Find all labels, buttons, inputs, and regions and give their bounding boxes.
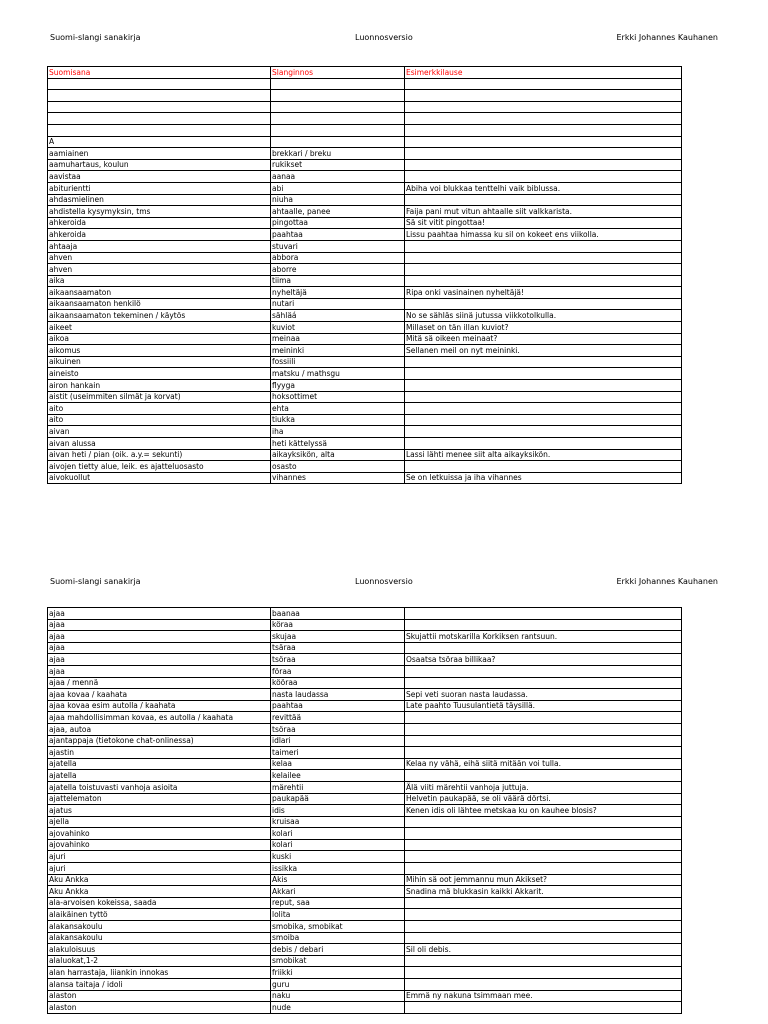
cell-slang-term: föraa [271, 665, 405, 677]
table-row [48, 472, 682, 484]
cell-finnish-word: aivan [48, 426, 271, 438]
cell-example-sentence [405, 124, 682, 136]
cell-example-sentence: Mitä sä oikeen meinaat? [405, 333, 682, 345]
table-row [48, 689, 682, 701]
cell-slang-term: naku [271, 990, 405, 1002]
cell-finnish-word: ajaa [48, 642, 271, 654]
cell-slang-term: tsöraa [271, 723, 405, 735]
cell-example-sentence [405, 665, 682, 677]
table-row [48, 677, 682, 689]
cell-slang-term: reput, saa [271, 897, 405, 909]
cell-example-sentence [405, 159, 682, 171]
cell-example-sentence [405, 264, 682, 276]
cell-slang-term: kuviot [271, 322, 405, 334]
cell-example-sentence: Skujattii motskarilla Korkiksen rantsuun. [405, 631, 682, 643]
table-row [48, 665, 682, 677]
cell-slang-term: taimeri [271, 747, 405, 759]
cell-example-sentence [405, 380, 682, 392]
cell-slang-term: matsku / mathsgu [271, 368, 405, 380]
cell-finnish-word: ahkeroida [48, 229, 271, 241]
table-row [48, 240, 682, 252]
cell-slang-term: Akkari [271, 886, 405, 898]
cell-slang-term [271, 113, 405, 125]
cell-slang-term: brekkari / breku [271, 148, 405, 160]
cell-example-sentence [405, 863, 682, 875]
header-status: Luonnosversio [355, 33, 413, 42]
cell-finnish-word: aikuinen [48, 356, 271, 368]
cell-example-sentence: Lissu paahtaa himassa ku sil on kokeet ens viikolla. [405, 229, 682, 241]
cell-example-sentence [405, 240, 682, 252]
cell-finnish-word: aineisto [48, 368, 271, 380]
cell-slang-term: meinaa [271, 333, 405, 345]
cell-slang-term: baanaa [271, 608, 405, 620]
cell-finnish-word: aikaansaamaton henkilö [48, 298, 271, 310]
cell-slang-term: niuha [271, 194, 405, 206]
cell-slang-term [271, 78, 405, 90]
dictionary-table [47, 66, 682, 484]
table-row [48, 380, 682, 392]
cell-finnish-word: ahven [48, 252, 271, 264]
table-row [48, 909, 682, 921]
cell-slang-term: paukapää [271, 793, 405, 805]
cell-example-sentence [405, 839, 682, 851]
cell-example-sentence: Sepi veti suoran nasta laudassa. [405, 689, 682, 701]
cell-slang-term: rukikset [271, 159, 405, 171]
cell-slang-term: osasto [271, 461, 405, 473]
cell-slang-term: märehtii [271, 781, 405, 793]
cell-example-sentence: Faija pani mut vitun ahtaalle siit valkkarista. [405, 206, 682, 218]
cell-slang-term: stuvari [271, 240, 405, 252]
cell-slang-term: paahtaa [271, 229, 405, 241]
table-row [48, 391, 682, 403]
cell-slang-term: meininki [271, 345, 405, 357]
cell-example-sentence [405, 461, 682, 473]
cell-slang-term: kolari [271, 839, 405, 851]
cell-example-sentence: Millaset on tän illan kuviot? [405, 322, 682, 334]
header-status: Luonnosversio [355, 577, 413, 586]
cell-finnish-word: aikomus [48, 345, 271, 357]
cell-finnish-word: alaston [48, 990, 271, 1002]
cell-slang-term: sähläá [271, 310, 405, 322]
table-row [48, 619, 682, 631]
cell-example-sentence [405, 1002, 682, 1014]
cell-example-sentence [405, 171, 682, 183]
cell-slang-term: kolari [271, 828, 405, 840]
cell-finnish-word: ajuri [48, 851, 271, 863]
cell-finnish-word: ajovahinko [48, 839, 271, 851]
table-row [48, 770, 682, 782]
cell-slang-term: guru [271, 979, 405, 991]
cell-slang-term: nutari [271, 298, 405, 310]
table-row [48, 333, 682, 345]
cell-slang-term: nyheltäjä [271, 287, 405, 299]
table-row [48, 758, 682, 770]
table-row [48, 182, 682, 194]
table-row [48, 793, 682, 805]
cell-example-sentence [405, 426, 682, 438]
cell-example-sentence: Osaatsa tsöraa billikaa? [405, 654, 682, 666]
page-header [0, 576, 768, 588]
cell-finnish-word: alansa taitaja / idoli [48, 979, 271, 991]
cell-example-sentence [405, 194, 682, 206]
cell-slang-term: idis [271, 805, 405, 817]
dictionary-table [47, 607, 682, 1014]
cell-example-sentence [405, 979, 682, 991]
table-row [48, 955, 682, 967]
table-row [48, 368, 682, 380]
cell-example-sentence [405, 677, 682, 689]
cell-slang-term: skujaa [271, 631, 405, 643]
cell-finnish-word: aito [48, 414, 271, 426]
cell-finnish-word: ajaa [48, 619, 271, 631]
cell-slang-term: kelailee [271, 770, 405, 782]
cell-finnish-word: ajaa / mennä [48, 677, 271, 689]
cell-slang-term: Akis [271, 874, 405, 886]
cell-slang-term: kruisaa [271, 816, 405, 828]
cell-finnish-word: ajaa kovaa / kaahata [48, 689, 271, 701]
header-author: Erkki Johannes Kauhanen [616, 33, 718, 42]
table-row [48, 264, 682, 276]
cell-example-sentence [405, 932, 682, 944]
cell-example-sentence [405, 955, 682, 967]
cell-finnish-word: aikaansaamaton [48, 287, 271, 299]
table-row [48, 124, 682, 136]
table-row [48, 712, 682, 724]
cell-finnish-word: ajatella [48, 770, 271, 782]
header-title: Suomi-slangi sanakirja [50, 33, 141, 42]
cell-finnish-word: ajuri [48, 863, 271, 875]
cell-slang-term [271, 124, 405, 136]
cell-example-sentence [405, 368, 682, 380]
cell-finnish-word [48, 101, 271, 113]
table-row [48, 426, 682, 438]
cell-slang-term: ehta [271, 403, 405, 415]
table-row [48, 275, 682, 287]
table-row [48, 747, 682, 759]
cell-example-sentence: Sil oli debis. [405, 944, 682, 956]
cell-slang-term: lolita [271, 909, 405, 921]
cell-finnish-word: ajaa [48, 665, 271, 677]
table-row [48, 171, 682, 183]
cell-example-sentence [405, 816, 682, 828]
cell-finnish-word [48, 78, 271, 90]
cell-example-sentence: Lassi lähti menee siit alta aikayksikön. [405, 449, 682, 461]
cell-finnish-word: aivan alussa [48, 438, 271, 450]
table-row [48, 1002, 682, 1014]
cell-slang-term: tsäraa [271, 642, 405, 654]
table-row [48, 735, 682, 747]
cell-slang-term: paahtaa [271, 700, 405, 712]
table-row [48, 90, 682, 102]
cell-example-sentence: Mihin sä oot jemmannu mun Akikset? [405, 874, 682, 886]
cell-example-sentence [405, 723, 682, 735]
cell-slang-term: smoiba [271, 932, 405, 944]
cell-slang-term: smobika, smobikat [271, 921, 405, 933]
cell-slang-term [271, 101, 405, 113]
cell-finnish-word [48, 90, 271, 102]
cell-slang-term: revittää [271, 712, 405, 724]
cell-finnish-word: aavistaa [48, 171, 271, 183]
cell-example-sentence [405, 851, 682, 863]
cell-finnish-word: ajaa kovaa esim autolla / kaahata [48, 700, 271, 712]
cell-finnish-word: alakansakoulu [48, 921, 271, 933]
cell-example-sentence [405, 90, 682, 102]
table-row [48, 414, 682, 426]
page-header [0, 32, 768, 44]
cell-finnish-word [48, 124, 271, 136]
cell-slang-term: debis / debari [271, 944, 405, 956]
cell-finnish-word: airon hankain [48, 380, 271, 392]
cell-example-sentence [405, 770, 682, 782]
cell-slang-term: idlari [271, 735, 405, 747]
cell-finnish-word: ajatella [48, 758, 271, 770]
table-row [48, 113, 682, 125]
cell-finnish-word: aistit (useimmiten silmät ja korvat) [48, 391, 271, 403]
cell-example-sentence [405, 897, 682, 909]
cell-example-sentence [405, 403, 682, 415]
table-row [48, 322, 682, 334]
cell-example-sentence [405, 735, 682, 747]
table-row [48, 252, 682, 264]
cell-example-sentence [405, 828, 682, 840]
cell-slang-term: heti kättelyssä [271, 438, 405, 450]
cell-slang-term: kööraa [271, 677, 405, 689]
cell-example-sentence [405, 921, 682, 933]
cell-finnish-word: ala-arvoisen kokeissa, saada [48, 897, 271, 909]
cell-finnish-word: ajantappaja (tietokone chat-onlinessa) [48, 735, 271, 747]
table-row [48, 136, 682, 148]
cell-slang-term: vihannes [271, 472, 405, 484]
table-row [48, 310, 682, 322]
cell-slang-term: smobikat [271, 955, 405, 967]
cell-example-sentence [405, 136, 682, 148]
table-row [48, 816, 682, 828]
cell-example-sentence [405, 642, 682, 654]
column-header-finnish: Suomisana [48, 67, 271, 79]
cell-finnish-word: ahdistella kysymyksin, tms [48, 206, 271, 218]
table-row [48, 631, 682, 643]
cell-slang-term: tiukka [271, 414, 405, 426]
cell-finnish-word: aikaansaamaton tekeminen / käytös [48, 310, 271, 322]
table-row [48, 608, 682, 620]
table-row [48, 78, 682, 90]
cell-example-sentence [405, 298, 682, 310]
cell-finnish-word [48, 113, 271, 125]
cell-finnish-word: Aku Ankka [48, 886, 271, 898]
cell-finnish-word: ahdasmielinen [48, 194, 271, 206]
cell-slang-term: kuski [271, 851, 405, 863]
header-author: Erkki Johannes Kauhanen [616, 577, 718, 586]
cell-example-sentence: Sä sit vitit pingottaa! [405, 217, 682, 229]
header-title: Suomi-slangi sanakirja [50, 577, 141, 586]
cell-finnish-word: aivokuollut [48, 472, 271, 484]
table-row [48, 932, 682, 944]
cell-slang-term [271, 136, 405, 148]
table-header-row [48, 67, 682, 79]
cell-example-sentence: No se sähläs siinä jutussa viikkotolkulla. [405, 310, 682, 322]
cell-finnish-word: aamiainen [48, 148, 271, 160]
table-row [48, 287, 682, 299]
table-row [48, 298, 682, 310]
table-row [48, 438, 682, 450]
cell-example-sentence [405, 619, 682, 631]
cell-slang-term: kelaa [271, 758, 405, 770]
table-row [48, 148, 682, 160]
cell-slang-term: ahtaalle, panee [271, 206, 405, 218]
table-row [48, 194, 682, 206]
cell-finnish-word: alaluokat,1-2 [48, 955, 271, 967]
cell-finnish-word: A [48, 136, 271, 148]
column-header-slang: Slanginnos [271, 67, 405, 79]
cell-finnish-word: ahtaaja [48, 240, 271, 252]
table-row [48, 461, 682, 473]
cell-example-sentence: Emmä ny nakuna tsimmaan mee. [405, 990, 682, 1002]
cell-example-sentence [405, 967, 682, 979]
cell-finnish-word: ajatella toistuvasti vanhoja asioita [48, 781, 271, 793]
cell-slang-term: flyyga [271, 380, 405, 392]
table-row [48, 345, 682, 357]
cell-example-sentence [405, 391, 682, 403]
cell-example-sentence: Abiha voi blukkaa tenttelhi vaik biblussa. [405, 182, 682, 194]
cell-finnish-word: aika [48, 275, 271, 287]
cell-slang-term: aikayksikön, alta [271, 449, 405, 461]
cell-example-sentence [405, 113, 682, 125]
cell-finnish-word: ajaa [48, 608, 271, 620]
cell-slang-term: köraa [271, 619, 405, 631]
cell-example-sentence: Helvetin paukapää, se oli väärä dörtsi. [405, 793, 682, 805]
cell-example-sentence [405, 101, 682, 113]
cell-example-sentence [405, 438, 682, 450]
cell-finnish-word: alan harrastaja, liiankin innokas [48, 967, 271, 979]
cell-example-sentence: Kenen idis oli lähtee metskaa ku on kauhee blosis? [405, 805, 682, 817]
cell-example-sentence [405, 356, 682, 368]
cell-finnish-word: ahven [48, 264, 271, 276]
cell-finnish-word: alaikäinen tyttö [48, 909, 271, 921]
cell-example-sentence [405, 712, 682, 724]
cell-finnish-word: alakansakoulu [48, 932, 271, 944]
cell-slang-term: issikka [271, 863, 405, 875]
cell-finnish-word: ajella [48, 816, 271, 828]
cell-finnish-word: aito [48, 403, 271, 415]
cell-example-sentence: Late paahto Tuusulantietä täysillä. [405, 700, 682, 712]
table-row [48, 159, 682, 171]
table-row [48, 967, 682, 979]
cell-finnish-word: aikeet [48, 322, 271, 334]
table-row [48, 990, 682, 1002]
cell-example-sentence [405, 78, 682, 90]
table-row [48, 642, 682, 654]
table-row [48, 839, 682, 851]
cell-slang-term: abbora [271, 252, 405, 264]
cell-finnish-word: ahkeroida [48, 217, 271, 229]
table-row [48, 101, 682, 113]
cell-slang-term: tiima [271, 275, 405, 287]
table-row [48, 403, 682, 415]
cell-example-sentence: Älä viiti märehtii vanhoja juttuja. [405, 781, 682, 793]
cell-finnish-word: aikoa [48, 333, 271, 345]
cell-example-sentence: Kelaa ny vähä, eihä siitä mitään voi tulla. [405, 758, 682, 770]
table-row [48, 654, 682, 666]
cell-example-sentence: Snadina mä blukkasin kaikki Akkarit. [405, 886, 682, 898]
table-row [48, 229, 682, 241]
table-row [48, 897, 682, 909]
cell-slang-term: aanaa [271, 171, 405, 183]
cell-example-sentence [405, 252, 682, 264]
cell-slang-term [271, 90, 405, 102]
cell-example-sentence: Ripa onki vasinainen nyheltäjä! [405, 287, 682, 299]
table-row [48, 700, 682, 712]
table-row [48, 828, 682, 840]
table-row [48, 723, 682, 735]
table-row [48, 874, 682, 886]
table-row [48, 921, 682, 933]
table-row [48, 886, 682, 898]
cell-example-sentence [405, 275, 682, 287]
cell-slang-term: hoksottimet [271, 391, 405, 403]
cell-example-sentence [405, 608, 682, 620]
cell-finnish-word: alakuloisuus [48, 944, 271, 956]
cell-finnish-word: alaston [48, 1002, 271, 1014]
cell-finnish-word: ajastin [48, 747, 271, 759]
table-row [48, 851, 682, 863]
cell-finnish-word: ajattelematon [48, 793, 271, 805]
cell-slang-term: aborre [271, 264, 405, 276]
cell-slang-term: friikki [271, 967, 405, 979]
table-row [48, 979, 682, 991]
cell-slang-term: iha [271, 426, 405, 438]
column-header-example: Esimerkkilause [405, 67, 682, 79]
table-row [48, 206, 682, 218]
cell-finnish-word: abiturientti [48, 182, 271, 194]
cell-slang-term: abi [271, 182, 405, 194]
table-row [48, 217, 682, 229]
table-row [48, 944, 682, 956]
cell-example-sentence: Sellanen meil on nyt meininki. [405, 345, 682, 357]
cell-example-sentence [405, 148, 682, 160]
cell-example-sentence [405, 414, 682, 426]
cell-finnish-word: aivan heti / pian (oik. a.y.= sekunti) [48, 449, 271, 461]
cell-finnish-word: ajaa mahdollisimman kovaa, es autolla / kaahata [48, 712, 271, 724]
cell-finnish-word: Aku Ankka [48, 874, 271, 886]
cell-example-sentence [405, 747, 682, 759]
cell-finnish-word: ajaa, autoa [48, 723, 271, 735]
table-row [48, 356, 682, 368]
cell-slang-term: tsöraa [271, 654, 405, 666]
cell-slang-term: fossiili [271, 356, 405, 368]
cell-finnish-word: ajovahinko [48, 828, 271, 840]
cell-example-sentence [405, 909, 682, 921]
cell-example-sentence: Se on letkuissa ja iha vihannes [405, 472, 682, 484]
cell-finnish-word: aivojen tietty alue, leik. es ajatteluosasto [48, 461, 271, 473]
cell-slang-term: pingottaa [271, 217, 405, 229]
cell-finnish-word: aamuhartaus, koulun [48, 159, 271, 171]
cell-slang-term: nude [271, 1002, 405, 1014]
table-row [48, 449, 682, 461]
cell-finnish-word: ajatus [48, 805, 271, 817]
cell-finnish-word: ajaa [48, 654, 271, 666]
table-row [48, 805, 682, 817]
table-row [48, 863, 682, 875]
cell-slang-term: nasta laudassa [271, 689, 405, 701]
table-row [48, 781, 682, 793]
cell-finnish-word: ajaa [48, 631, 271, 643]
